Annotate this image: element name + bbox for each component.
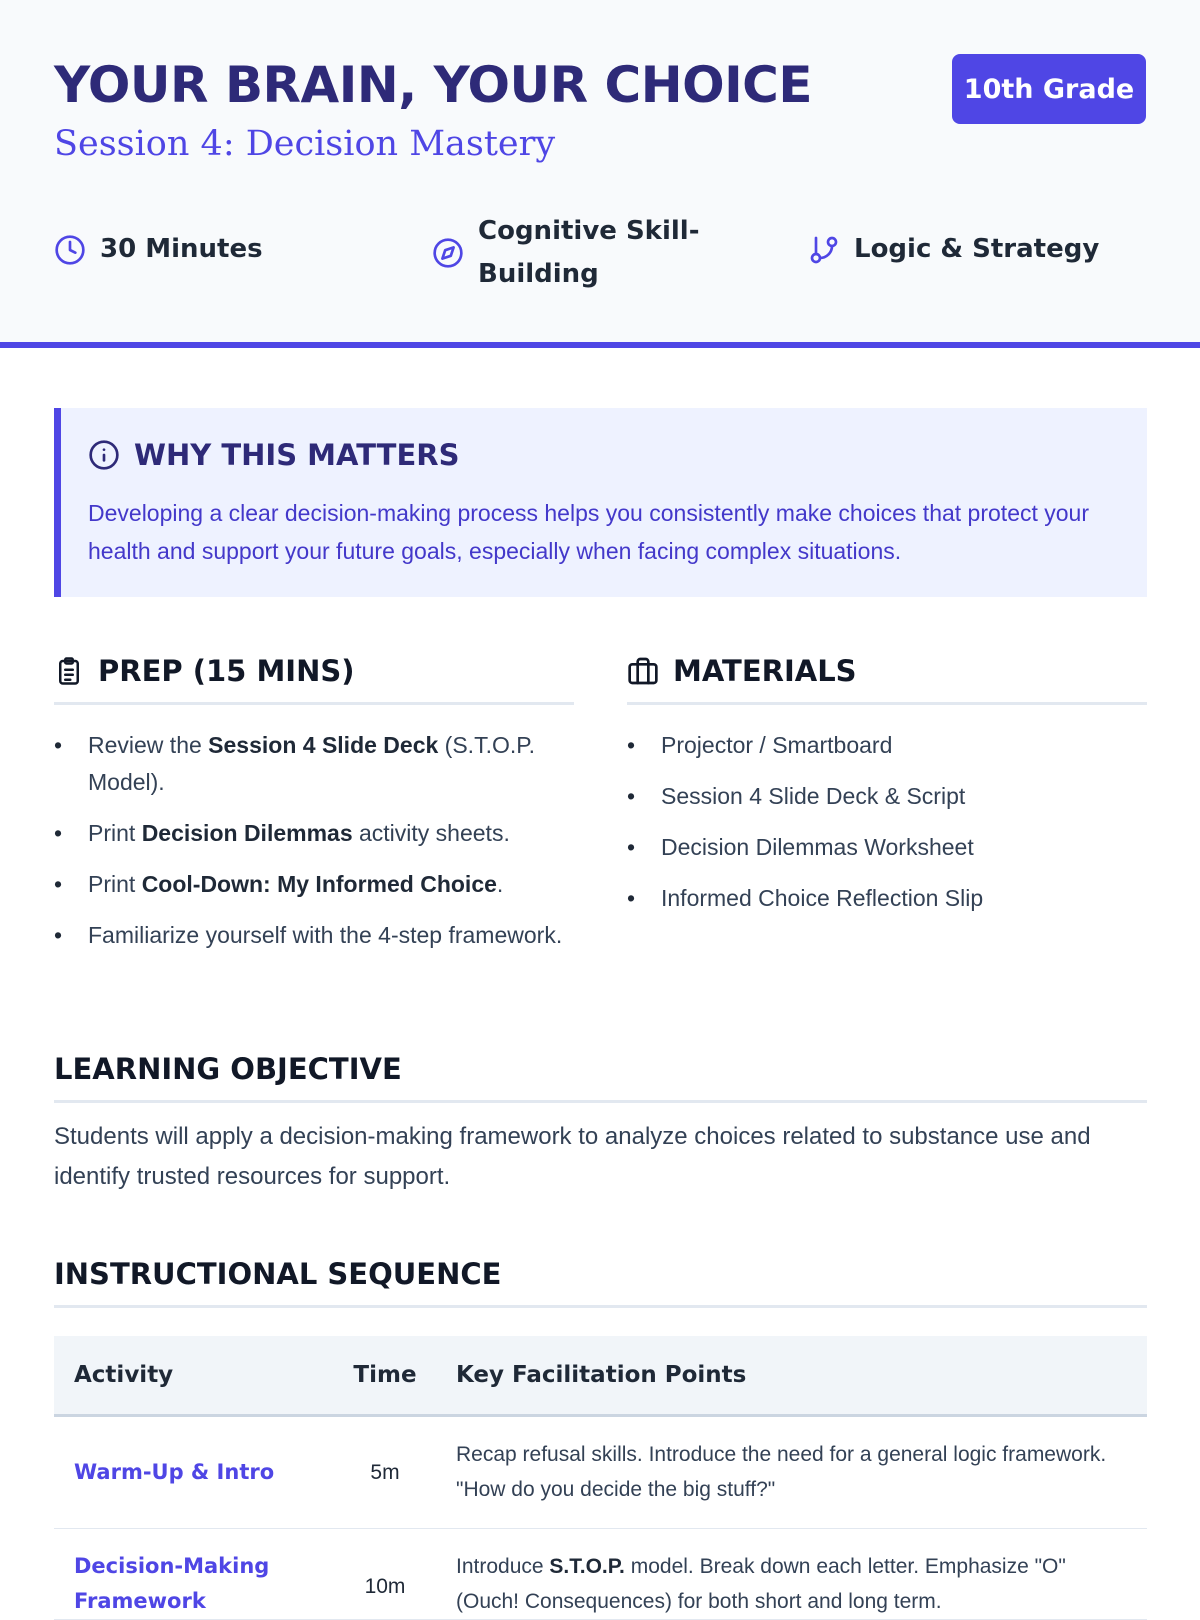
why-this-matters-callout (54, 408, 1147, 597)
materials-heading-text: MATERIALS (673, 654, 857, 688)
materials-list (627, 727, 1147, 931)
meta-skill-label: Cognitive Skill-Building (478, 216, 700, 289)
grade-badge: 10th Grade (952, 54, 1146, 124)
meta-duration-label: 30 Minutes (100, 234, 263, 264)
list-item: • Decision Dilemmas Worksheet (627, 829, 1147, 866)
info-icon (88, 439, 120, 471)
column-header: Activity (54, 1336, 326, 1415)
why-heading-text: WHY THIS MATTERS (134, 438, 460, 472)
table-row (54, 1528, 1147, 1619)
meta-focus (808, 228, 1099, 271)
list-item: • Print Decision Dilemmas activity sheets. (54, 815, 574, 852)
prep-heading (54, 654, 574, 705)
meta-duration (54, 228, 263, 271)
objective-text: Students will apply a decision-making framework to analyze choices related to substance use and identify trusted resources for support. (54, 1123, 1091, 1190)
page-subtitle: Session 4: Decision Mastery (54, 124, 556, 164)
compass-icon (432, 237, 464, 269)
meta-focus-label: Logic & Strategy (854, 234, 1100, 264)
sequence-heading: INSTRUCTIONAL SEQUENCE (54, 1257, 1147, 1308)
prep-list (54, 727, 574, 968)
page-header (0, 0, 1200, 348)
clipboard-icon (54, 656, 84, 686)
points-cell: Introduce S.T.O.P. model. Break down each letter. Emphasize "O" (Ouch! Consequences) for both short and long term. (444, 1528, 1147, 1619)
meta-skill (432, 210, 732, 296)
materials-heading (627, 654, 1147, 705)
table-row (54, 1415, 1147, 1528)
briefcase-icon (627, 655, 659, 687)
list-item: • Projector / Smartboard (627, 727, 1147, 764)
objective-heading: LEARNING OBJECTIVE (54, 1052, 1147, 1103)
time-cell: 5m (326, 1415, 444, 1528)
list-item: • Review the Session 4 Slide Deck (S.T.O.P. Model). (54, 727, 574, 801)
column-header: Time (326, 1336, 444, 1415)
why-heading (88, 438, 1121, 472)
activity-cell: Warm-Up & Intro (54, 1415, 326, 1528)
page-title: YOUR BRAIN, YOUR CHOICE (54, 56, 813, 114)
git-branch-icon (808, 234, 840, 266)
activity-cell: Decision-Making Framework (54, 1528, 326, 1619)
list-item: • Session 4 Slide Deck & Script (627, 778, 1147, 815)
sequence-table (54, 1336, 1147, 1620)
list-item: • Informed Choice Reflection Slip (627, 880, 1147, 917)
table-header-row (54, 1336, 1147, 1415)
why-text: Developing a clear decision-making process helps you consistently make choices that protect your health and support your future goals, especially when facing complex situations. (88, 500, 1090, 564)
list-item: • Print Cool-Down: My Informed Choice. (54, 866, 574, 903)
time-cell: 10m (326, 1528, 444, 1619)
clock-icon (54, 234, 86, 266)
prep-heading-text: PREP (15 MINS) (98, 654, 355, 688)
points-cell: Recap refusal skills. Introduce the need for a general logic framework. "How do you decide the big stuff?" (444, 1415, 1147, 1528)
column-header: Key Facilitation Points (444, 1336, 1147, 1415)
list-item: • Familiarize yourself with the 4-step framework. (54, 917, 574, 954)
